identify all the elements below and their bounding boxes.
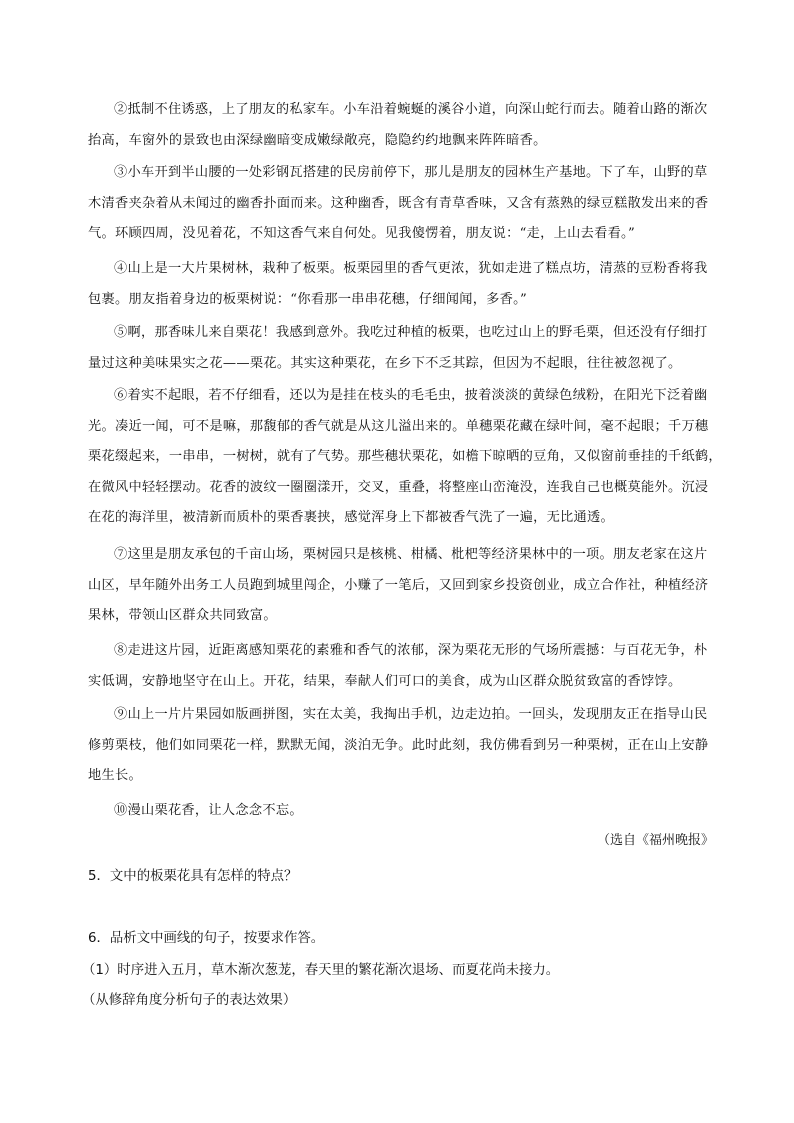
text-line: ⑧走进这片园，近距离感知栗花的素雅和香气的浓郁，深为栗花无形的气场所震撼：与百花无争，朴 xyxy=(114,643,708,658)
text-line: 栗花缀起来，一串串，一树树，就有了气势。那些穗状栗花，如檐下晾晒的豆角，又似窗前垂挂的千纸鹤， xyxy=(88,449,722,464)
text-line: 果林，带领山区群众共同致富。 xyxy=(88,608,277,623)
paragraph-5 xyxy=(88,318,724,379)
text-line: 修剪栗枝，他们如同栗花一样，默默无闻，淡泊无争。此时此刻，我仿佛看到另一种栗树，正在山上安静 xyxy=(88,737,709,753)
text-line: 气。环顾四周，没见着花，不知这香气来自何处。见我傻愣着，朋友说：“走，上山去看看。” xyxy=(88,226,635,241)
question-5: 5．文中的板栗花具有怎样的特点？ xyxy=(88,869,298,884)
paragraph-3 xyxy=(88,158,724,250)
text-line: ⑩漫山栗花香，让人念念不忘。 xyxy=(114,803,303,818)
text-line: 包裹。朋友指着身边的板栗树说：“你看那一串串花穗，仔细闻闻，多香。” xyxy=(88,291,528,307)
article-source: （选自《福州晚报》 xyxy=(596,833,714,848)
text-line: ③小车开到半山腰的一处彩钢瓦搭建的民房前停下，那儿是朋友的园林生产基地。下了车，山野的草 xyxy=(114,165,708,180)
text-line: ⑨山上一片片果园如版画拼图，实在太美，我掏出手机，边走边拍。一回头，发现朋友正在指导山民 xyxy=(114,707,708,722)
text-line: ⑤啊，那香味儿来自栗花！我感到意外。我吃过种植的板栗，也吃过山上的野毛栗，但还没有仔细打 xyxy=(114,325,708,340)
text-line: 地生长。 xyxy=(88,768,142,783)
text-line: 抬高，车窗外的景致也由深绿幽暗变成嫩绿敞亮，隐隐约约地飘来阵阵暗香。 xyxy=(88,132,547,148)
text-line: ②抵制不住诱惑，上了朋友的私家车。小车沿着蜿蜒的溪谷小道，向深山蛇行而去。随着山路的渐次 xyxy=(114,102,708,117)
paragraph-9 xyxy=(88,700,724,792)
paragraph-6 xyxy=(88,381,724,534)
question-6: 6．品析文中画线的句子，按要求作答。 xyxy=(88,931,325,946)
question-6-part-1: （1）时序进入五月，草木渐次葱茏，春天里的繁花渐次退场、而夏花尚未接力。 xyxy=(82,963,560,978)
text-line: 实低调，安静地坚守在山上。开花，结果，奉献人们可口的美食，成为山区群众脱贫致富的香饽饽。 xyxy=(88,673,682,689)
text-line: 木清香夹杂着从未闻过的幽香扑面而来。这种幽香，既含有青草香味，又含有蒸熟的绿豆糕散发出来的香 xyxy=(88,195,709,211)
text-line: ⑦这里是朋友承包的千亩山场，栗树园只是核桃、柑橘、枇杷等经济果林中的一项。朋友老家在这片 xyxy=(114,547,708,562)
text-line: ⑥着实不起眼，若不仔细看，还以为是挂在枝头的毛毛虫，披着淡淡的黄绿色绒粉，在阳光下泛着幽 xyxy=(114,388,708,403)
text-line: 量过这种美味果实之花——栗花。其实这种栗花，在乡下不乏其踪，但因为不起眼，往往被忽视了。 xyxy=(88,355,682,371)
question-6-part-1-hint: （从修辞角度分析句子的表达效果） xyxy=(82,993,297,1008)
paragraph-7 xyxy=(88,540,724,632)
paragraph-10 xyxy=(88,796,724,827)
text-line: 光。凑近一闻，可不是嘛，那馥郁的香气就是从这儿溢出来的。单穗栗花藏在绿叶间，毫不起眼；千万穗 xyxy=(88,418,709,434)
text-line: 在微风中轻轻摆动。花香的波纹一圈圈漾开，交叉，重叠，将整座山峦淹没，连我自己也概莫能外。沉浸 xyxy=(88,479,709,495)
paragraph-4 xyxy=(88,254,724,315)
text-line: ④山上是一大片果树林，栽种了板栗。板栗园里的香气更浓，犹如走进了糕点坊，清蒸的豆粉香将我 xyxy=(114,261,708,276)
text-line: 山区，早年随外出务工人员跑到城里闯企，小赚了一笔后，又回到家乡投资创业，成立合作社，种植经济 xyxy=(88,577,709,593)
paragraph-2 xyxy=(88,95,724,156)
text-line: 在花的海洋里，被清新而质朴的栗香裹挟，感觉浑身上下都被香气洗了一遍，无比通透。 xyxy=(88,510,615,525)
paragraph-8 xyxy=(88,636,724,697)
